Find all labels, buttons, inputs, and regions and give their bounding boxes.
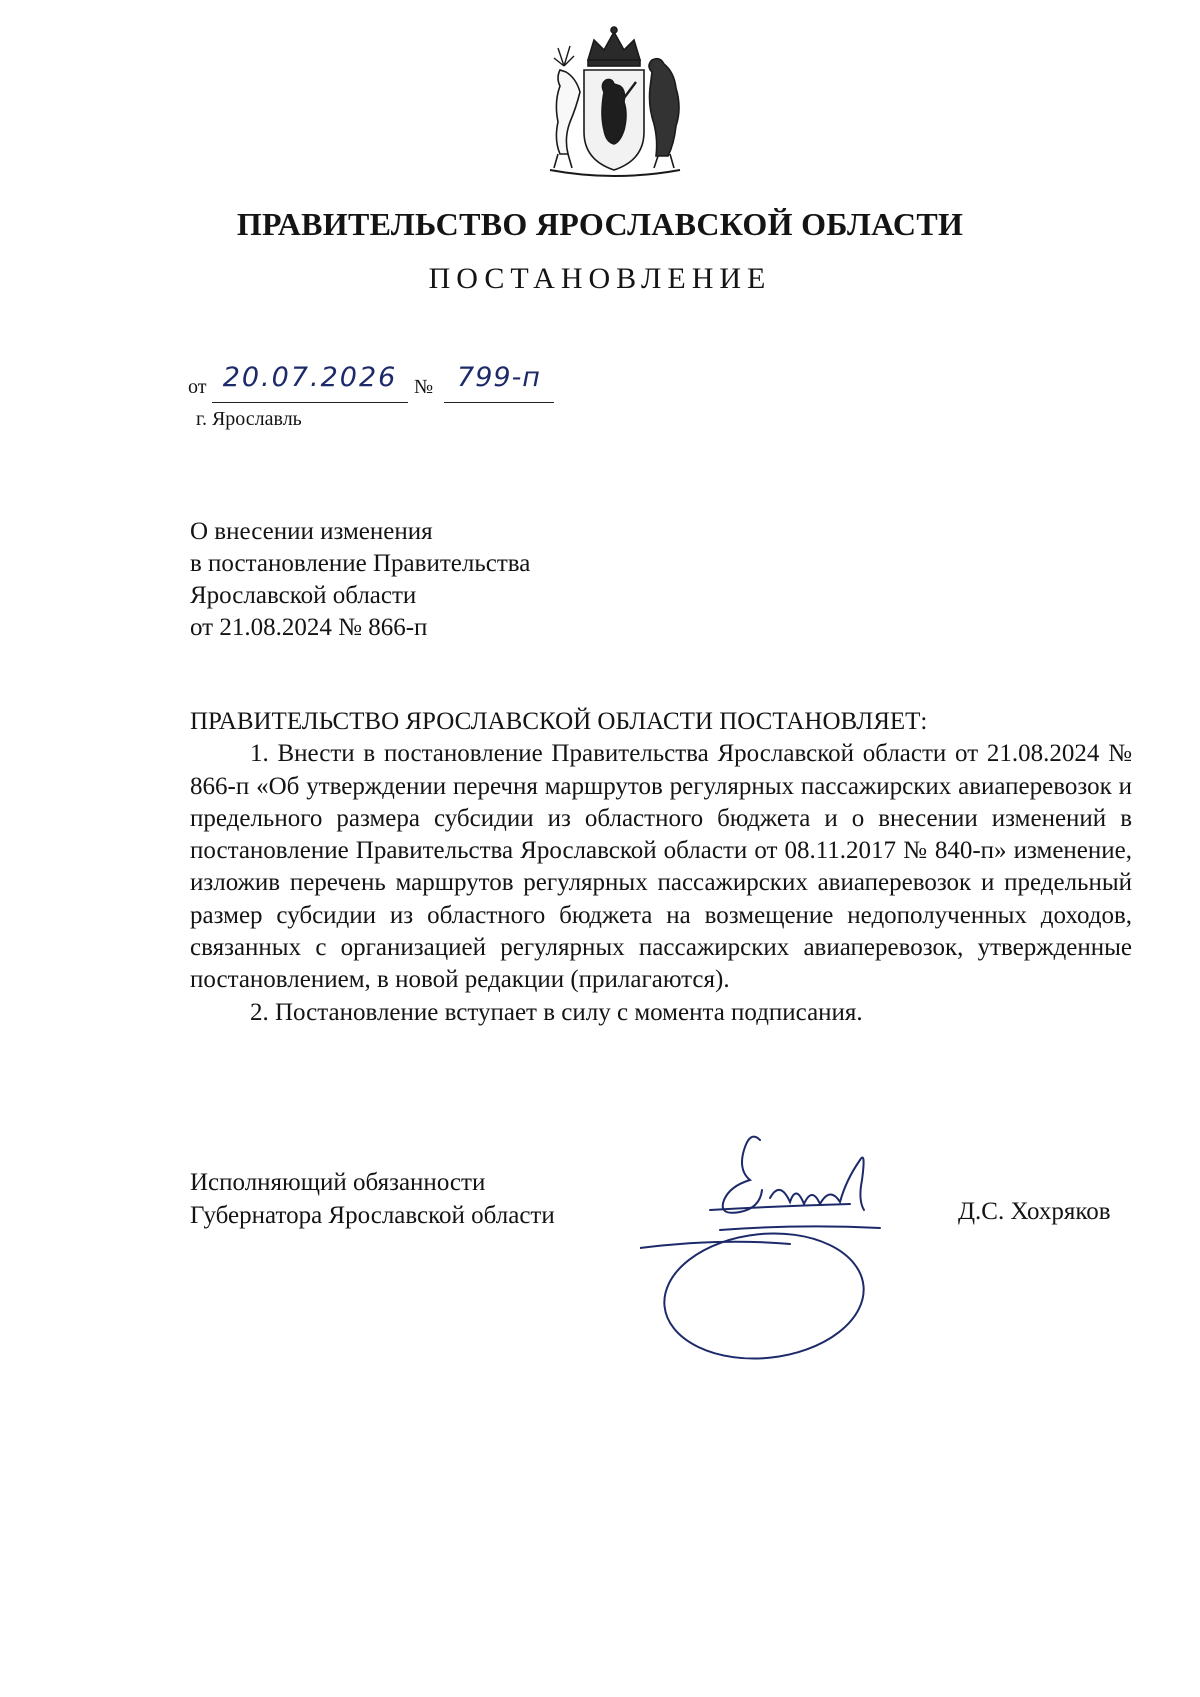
resolution-lead: ПРАВИТЕЛЬСТВО ЯРОСЛАВСКОЙ ОБЛАСТИ ПОСТАНОВЛЯЕТ: [190, 708, 928, 735]
item-1: 1. Внести в постановление Правительства Ярославской области от 21.08.2024 № 866-п «Об утверждении перечня маршрутов регулярных пассажирских авиаперевозок и предельного размера субсидии из областного бюджета и о внесении изменений в постановление Правительства Ярославской области от 08.11.2017 № 840-п» изменение, изложив перечень маршрутов регулярных пассажирских авиаперевозок и предельный размер субсидии из областного бюджета на возмещение недополученных доходов, связанных с организацией регулярных пассажирских авиаперевозок, утвержденные постановлением, в новой редакции (прилагаются). [190, 740, 1132, 994]
item-2: 2. Постановление вступает в силу с момента подписания. [250, 998, 863, 1026]
government-title: ПРАВИТЕЛЬСТВО ЯРОСЛАВСКОЙ ОБЛАСТИ [236, 206, 964, 242]
position-line: Губернатора Ярославской области [190, 1202, 555, 1229]
subject-line: Ярославской области [190, 582, 417, 609]
city: г. Ярославль [196, 408, 302, 430]
decree-body [190, 706, 1132, 1029]
subject-line: О внесении изменения [190, 518, 433, 545]
handwritten-number: 799-п [444, 362, 554, 403]
handwritten-signature [640, 1120, 970, 1370]
signatory-position [190, 1166, 555, 1232]
document-type: ПОСТАНОВЛЕНИЕ [428, 262, 772, 295]
date-prefix: от [188, 376, 207, 398]
subject-block [190, 516, 530, 644]
subject-line: от 21.08.2024 № 866-п [190, 614, 428, 641]
coat-of-arms-icon [524, 22, 704, 182]
subject-line: в постановление Правительства [190, 550, 531, 577]
signatory-name: Д.С. Хохряков [958, 1198, 1111, 1225]
number-prefix: № [414, 376, 434, 398]
position-line: Исполняющий обязанности [190, 1169, 486, 1196]
handwritten-date: 20.07.2026 [212, 362, 408, 403]
